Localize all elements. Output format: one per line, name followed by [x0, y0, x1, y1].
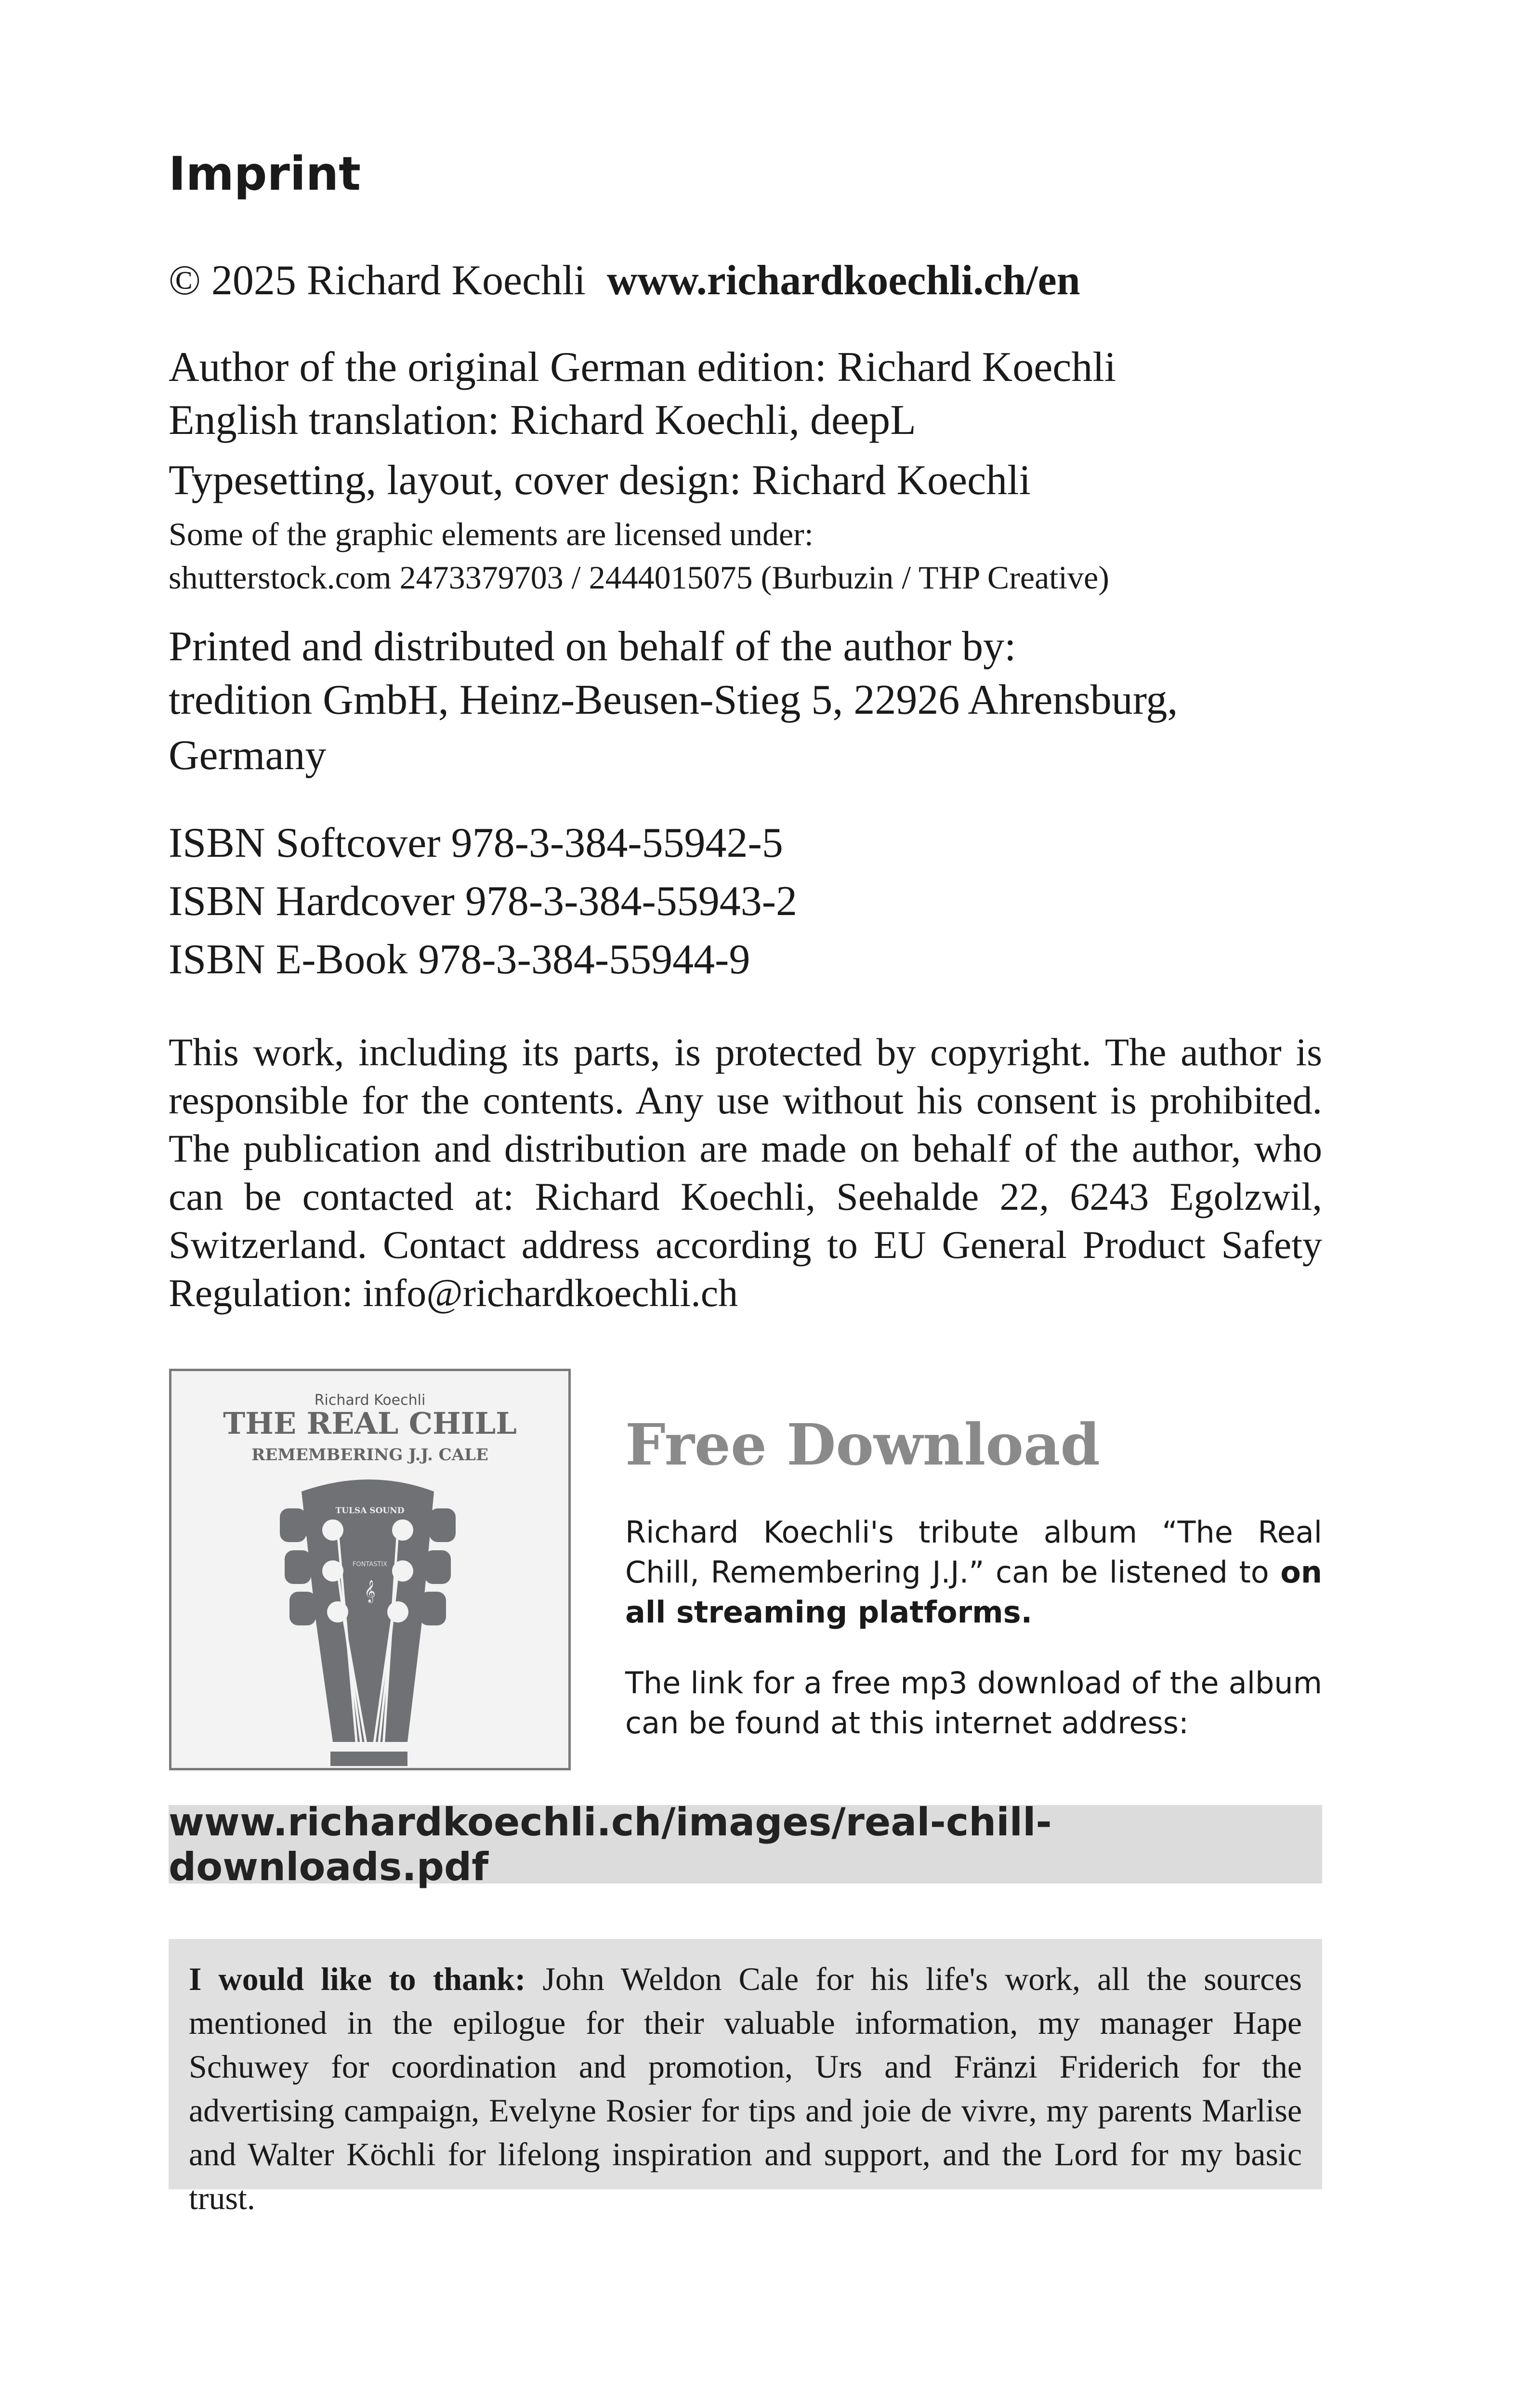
cover-brand: FONTASTIX [352, 1561, 388, 1568]
credit-typesetting: Typesetting, layout, cover design: Richard Koechli [169, 457, 1031, 504]
thanks-label: I would like to thank: [189, 1961, 526, 1997]
free-download-title: Free Download [625, 1411, 1101, 1478]
isbn-ebook: ISBN E-Book 978-3-384-55944-9 [169, 936, 750, 983]
album-cover [169, 1369, 571, 1770]
website-link[interactable]: www.richardkoechli.ch/en [607, 257, 1080, 304]
printer-line-1: Printed and distributed on behalf of the author by: [169, 623, 1016, 670]
download-url-link[interactable]: www.richardkoechli.ch/images/real-chill-downloads.pdf [169, 1799, 1052, 1889]
printer-line-3: Germany [169, 732, 327, 779]
download-paragraph-1 [625, 1512, 1322, 1632]
license-line-2: shutterstock.com 2473379703 / 2444015075 (Burbuzin / THP Creative) [169, 559, 1109, 596]
cover-title: THE REAL CHILL [223, 1406, 517, 1441]
license-line-1: Some of the graphic elements are licensed under: [169, 516, 814, 552]
copyright-text: © 2025 Richard Koechli [169, 257, 586, 304]
credit-author: Author of the original German edition: Richard Koechli [169, 344, 1116, 391]
printer-line-2: tredition GmbH, Heinz-Beusen-Stieg 5, 22926 Ahrensburg, [169, 677, 1178, 723]
guitar-headstock-icon [280, 1479, 456, 1766]
thanks-text: John Weldon Cale for his life's work, all the sources mentioned in the epilogue for their valuable information, my manager Hape Schuwey for coordination and promotion, Urs and Fränzi Friderich for the advertising campaign, Evelyne Rosier for tips and joie de vivre, my parents Marlise and Walter Köchli for lifelong inspiration and support, and the Lord for my basic trust. [189, 1961, 1302, 2216]
copyright-notice: This work, including its parts, is protected by copyright. The author is responsible for the contents. Any use without his consent is prohibited. The publication and distribution are made on behalf of the author, who can be contacted at: Richard Koechli, Seehalde 22, 6243 Egolzwil, Switzerland. Contact address according to EU General Product Safety Regulation: info@richardkoechli.ch [169, 1030, 1322, 1315]
acknowledgements-box [169, 1939, 1322, 2216]
cover-artist: Richard Koechli [314, 1392, 426, 1409]
treble-clef-icon: 𝄞 [364, 1580, 376, 1602]
cover-logo: TULSA SOUND [335, 1506, 405, 1516]
download-paragraph-2: The link for a free mp3 download of the album can be found at this internet address: [625, 1665, 1322, 1741]
isbn-hardcover: ISBN Hardcover 978-3-384-55943-2 [169, 878, 798, 925]
credit-translation: English translation: Richard Koechli, deepL [169, 397, 916, 444]
isbn-softcover: ISBN Softcover 978-3-384-55942-5 [169, 820, 783, 866]
copyright-line [169, 256, 1080, 305]
cover-subtitle: REMEMBERING J.J. CALE [251, 1445, 488, 1465]
download-p1-bold: on all streaming platforms. [625, 1555, 1322, 1630]
album-cover-art [171, 1371, 568, 1768]
download-p1-text: Richard Koechli's tribute album “The Real Chill, Remembering J.J.” can be listened to [625, 1515, 1322, 1590]
page-title: Imprint [169, 147, 361, 201]
download-url-box[interactable] [169, 1799, 1322, 1889]
